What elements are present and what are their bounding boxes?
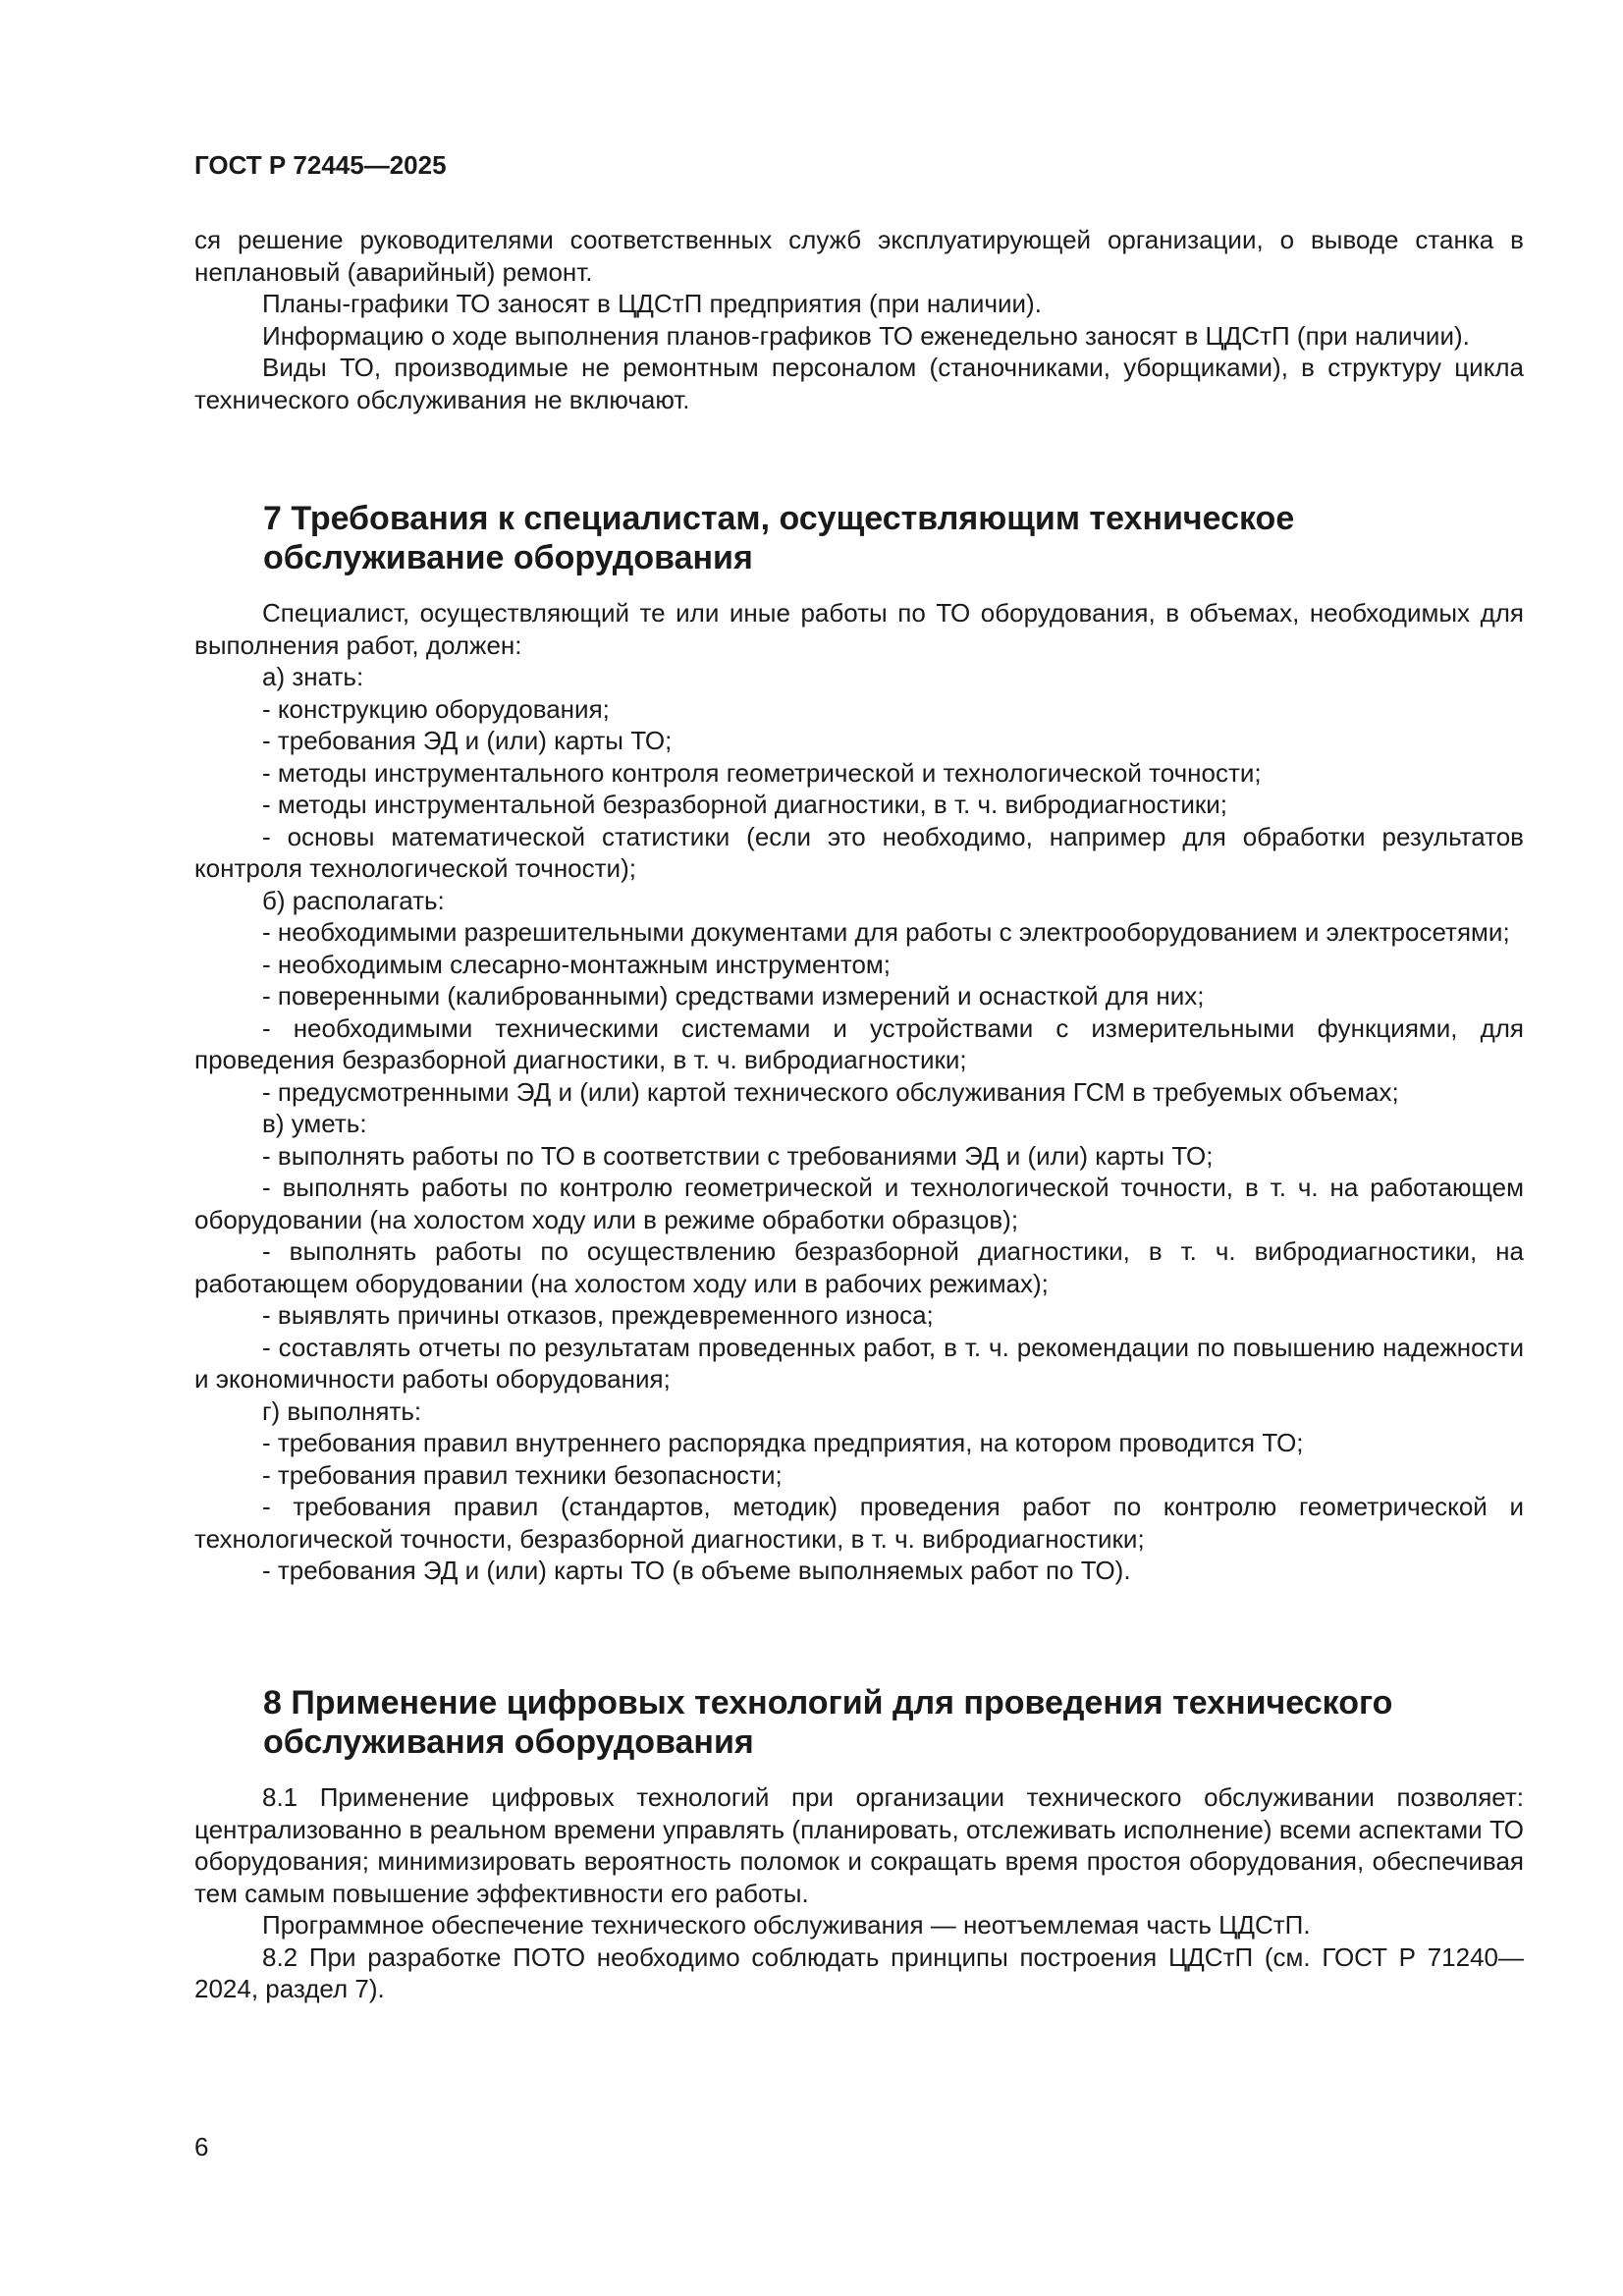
list-item: - методы инструментальной безразборной диагностики, в т. ч. вибродиагностики;: [262, 790, 1228, 819]
section-7-body: [194, 597, 1524, 1587]
paragraph: Виды ТО, производимые не ремонтным персоналом (станочниками, уборщиками), в структуру цикла технического обслуживания не включают.: [194, 353, 1524, 414]
list-item: - основы математической статистики (если это необходимо, например для обработки результатов контроля технологической точности);: [194, 821, 1524, 883]
list-item: - конструкцию оборудования;: [262, 693, 610, 724]
list-item: - выполнять работы по осуществлению безразборной диагностики, в т. ч. вибродиагностики, на работающем оборудовании (на холостом ходу или в рабочих режимах);: [194, 1236, 1524, 1298]
list-label: б) располагать:: [262, 885, 445, 915]
page-number: 6: [194, 2132, 209, 2161]
list-item: - предусмотренными ЭД и (или) картой технического обслуживания ГСМ в требуемых объемах;: [262, 1076, 1399, 1107]
list-item: - поверенными (калиброванными) средствами измерений и оснасткой для них;: [262, 981, 1205, 1011]
heading-line: 8 Применение цифровых технологий для проведения технического: [263, 1684, 1393, 1722]
list-item: - выполнять работы по ТО в соответствии с требованиями ЭД и (или) карты ТО;: [262, 1140, 1214, 1171]
list-item: - составлять отчеты по результатам проведенных работ, в т. ч. рекомендации по повышению надежности и экономичности работы оборудования;: [194, 1332, 1524, 1394]
paragraph: Планы-графики ТО заносят в ЦДСтП предприятия (при наличии).: [262, 289, 1042, 318]
intro-text: [194, 224, 1524, 415]
heading-line: обслуживания оборудования: [263, 1723, 754, 1761]
list-item: - необходимыми разрешительными документами для работы с электрооборудованием и электросетями;: [262, 917, 1510, 947]
list-item: - выявлять причины отказов, преждевременного износа;: [262, 1300, 934, 1330]
document-code: ГОСТ Р 72445—2025: [194, 150, 447, 180]
paragraph: 8.2 При разработке ПОТО необходимо соблюдать принципы построения ЦДСтП (см. ГОСТ Р 71240—2024, раздел 7).: [194, 1941, 1524, 2003]
paragraph: Программное обеспечение технического обслуживания — неотъемлемая часть ЦДСтП.: [262, 1910, 1311, 1940]
list-item: - требования правил техники безопасности;: [262, 1459, 783, 1490]
list-item: - требования правил (стандартов, методик) проведения работ по контролю геометрической и технологической точности, безразборной диагностики, в т. ч. вибродиагностики;: [194, 1492, 1524, 1554]
list-item: - необходимыми техническими системами и устройствами с измерительными функциями, для проведения безразборной диагностики, в т. ч. вибродиагностики;: [194, 1012, 1524, 1074]
paragraph: Информацию о ходе выполнения планов-графиков ТО еженедельно заносят в ЦДСтП (при наличии).: [262, 320, 1470, 351]
list-label: а) знать:: [262, 662, 364, 691]
heading-line: 7 Требования к специалистам, осуществляющим техническое: [263, 500, 1295, 537]
section-8-heading: [263, 1683, 1441, 1762]
paragraph: ся решение руководителями соответственных служб эксплуатирующей организации, о выводе станка в неплановый (аварийный) ремонт.: [194, 225, 1524, 287]
list-item: - требования ЭД и (или) карты ТО;: [262, 726, 673, 755]
list-item: - требования ЭД и (или) карты ТО (в объеме выполняемых работ по ТО).: [262, 1556, 1131, 1585]
list-item: - выполнять работы по контролю геометрической и технологической точности, в т. ч. на работающем оборудовании (на холостом ходу или в режиме обработки образцов);: [194, 1173, 1524, 1234]
heading-line: обслуживание оборудования: [263, 539, 753, 576]
paragraph: Специалист, осуществляющий те или иные работы по ТО оборудования, в объемах, необходимых для выполнения работ, должен:: [194, 598, 1524, 660]
paragraph: 8.1 Применение цифровых технологий при организации технического обслуживании позволяет: централизованно в реальном времени управлять (планировать, отслеживать исполнение) всеми аспектами ТО оборудования; минимизировать вероятность поломок и сокращать время простоя оборудования, обеспечивая тем самым повышение эффективности его работы.: [194, 1782, 1524, 1908]
list-item: - необходимым слесарно-монтажным инструментом;: [262, 949, 892, 979]
section-7-heading: [263, 499, 1441, 577]
list-label: в) уметь:: [262, 1109, 367, 1138]
section-8-body: [194, 1781, 1524, 2005]
list-item: - требования правил внутреннего распорядка предприятия, на котором проводится ТО;: [262, 1428, 1304, 1457]
list-item: - методы инструментального контроля геометрической и технологической точности;: [262, 757, 1262, 788]
list-label: г) выполнять:: [262, 1395, 422, 1426]
